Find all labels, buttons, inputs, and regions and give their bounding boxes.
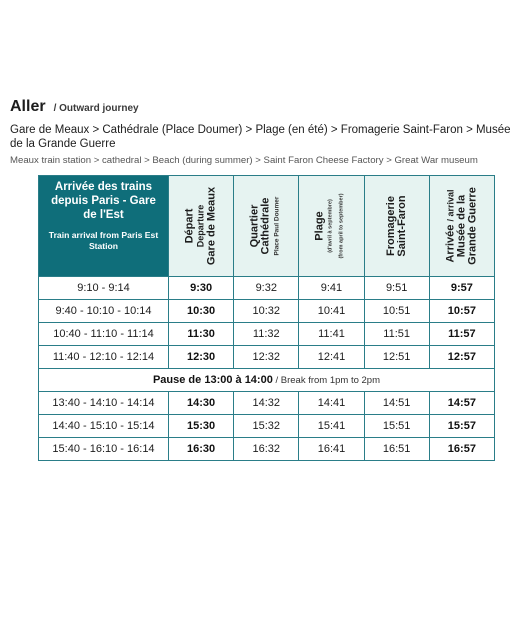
time-cell: 9:41 [299,277,364,300]
time-cell: 9:51 [364,277,429,300]
stop-note: (d'avril à septembre) [327,199,334,253]
time-cell: 10:57 [429,300,494,323]
time-cell: 11:41 [299,323,364,346]
header [10,98,520,166]
time-cell: 14:51 [364,392,429,415]
origin-header [39,176,169,277]
table-row [39,277,495,300]
time-cell: 11:57 [429,323,494,346]
time-cell: 14:41 [299,392,364,415]
origin-label-en: Train arrival from Paris Est Station [48,230,159,251]
time-cell: 11:30 [169,323,234,346]
stop-label: Départ [183,208,196,244]
stop-header-gare [169,176,234,277]
stop-label: Fromagerie [384,196,397,256]
pause-label-fr: Pause de 13:00 à 14:00 [152,374,273,386]
page-title: Aller [10,98,46,115]
time-cell: 12:51 [364,346,429,369]
stop-label: Plage [313,211,326,241]
stop-label: Arrivée / arrival [444,189,457,263]
route-english: Meaux train station > cathedral > Beach (during summer) > Saint Faron Cheese Factory > Great War museum [10,155,478,166]
time-cell: 15:57 [429,415,494,438]
time-cell: 15:32 [234,415,299,438]
stop-header-musee [429,176,494,277]
stop-header-plage [299,176,364,277]
time-cell: 15:51 [364,415,429,438]
table-header-row [39,176,495,277]
stop-note: (from april to september) [338,193,345,259]
table-row [39,438,495,461]
time-cell: 15:30 [169,415,234,438]
page-subtitle: / Outward journey [53,103,139,114]
time-cell: 12:41 [299,346,364,369]
time-cell: 10:32 [234,300,299,323]
stop-header-cathedrale [234,176,299,277]
time-cell: 10:51 [364,300,429,323]
train-arrival-cell: 15:40 - 16:10 - 16:14 [39,438,169,461]
train-arrival-cell: 11:40 - 12:10 - 12:14 [39,346,169,369]
train-arrival-cell: 10:40 - 11:10 - 11:14 [39,323,169,346]
table-row [39,415,495,438]
train-arrival-cell: 14:40 - 15:10 - 15:14 [39,415,169,438]
time-cell: 16:41 [299,438,364,461]
schedule-table [38,175,495,461]
time-cell: 12:57 [429,346,494,369]
pause-cell [39,369,495,392]
time-cell: 11:51 [364,323,429,346]
table-row [39,300,495,323]
train-arrival-cell: 9:10 - 9:14 [39,277,169,300]
time-cell: 9:32 [234,277,299,300]
stop-label: Grande Guerre [466,187,479,265]
stop-label: Gare de Meaux [205,186,218,266]
time-cell: 16:57 [429,438,494,461]
stop-note: Place Paul Doumer [273,196,281,256]
title-row [10,98,520,116]
time-cell: 11:32 [234,323,299,346]
time-cell: 9:30 [169,277,234,300]
time-cell: 14:30 [169,392,234,415]
table-row [39,346,495,369]
train-arrival-cell: 13:40 - 14:10 - 14:14 [39,392,169,415]
time-cell: 9:57 [429,277,494,300]
origin-label-fr: Arrivée des trains depuis Paris - Gare de l'Est [51,181,156,221]
stop-sublabel: Departure [195,204,206,248]
time-cell: 15:41 [299,415,364,438]
table-row [39,323,495,346]
pause-row [39,369,495,392]
stop-label: Quartier [248,204,261,248]
stop-label: Cathédrale [259,197,272,255]
schedule-body [39,277,495,461]
time-cell: 16:51 [364,438,429,461]
pause-label-en: / Break from 1pm to 2pm [272,375,381,386]
time-cell: 10:30 [169,300,234,323]
table-row [39,392,495,415]
time-cell: 14:32 [234,392,299,415]
time-cell: 12:30 [169,346,234,369]
route-french: Gare de Meaux > Cathédrale (Place Doumer) > Plage (en été) > Fromagerie Saint-Faron > Musée de la Grande Guerre [10,124,511,150]
stop-header-fromagerie [364,176,429,277]
stop-label: Saint-Faron [395,195,408,257]
time-cell: 16:30 [169,438,234,461]
stop-label: Musée de la [455,194,468,258]
time-cell: 12:32 [234,346,299,369]
train-arrival-cell: 9:40 - 10:10 - 10:14 [39,300,169,323]
time-cell: 14:57 [429,392,494,415]
time-cell: 10:41 [299,300,364,323]
time-cell: 16:32 [234,438,299,461]
